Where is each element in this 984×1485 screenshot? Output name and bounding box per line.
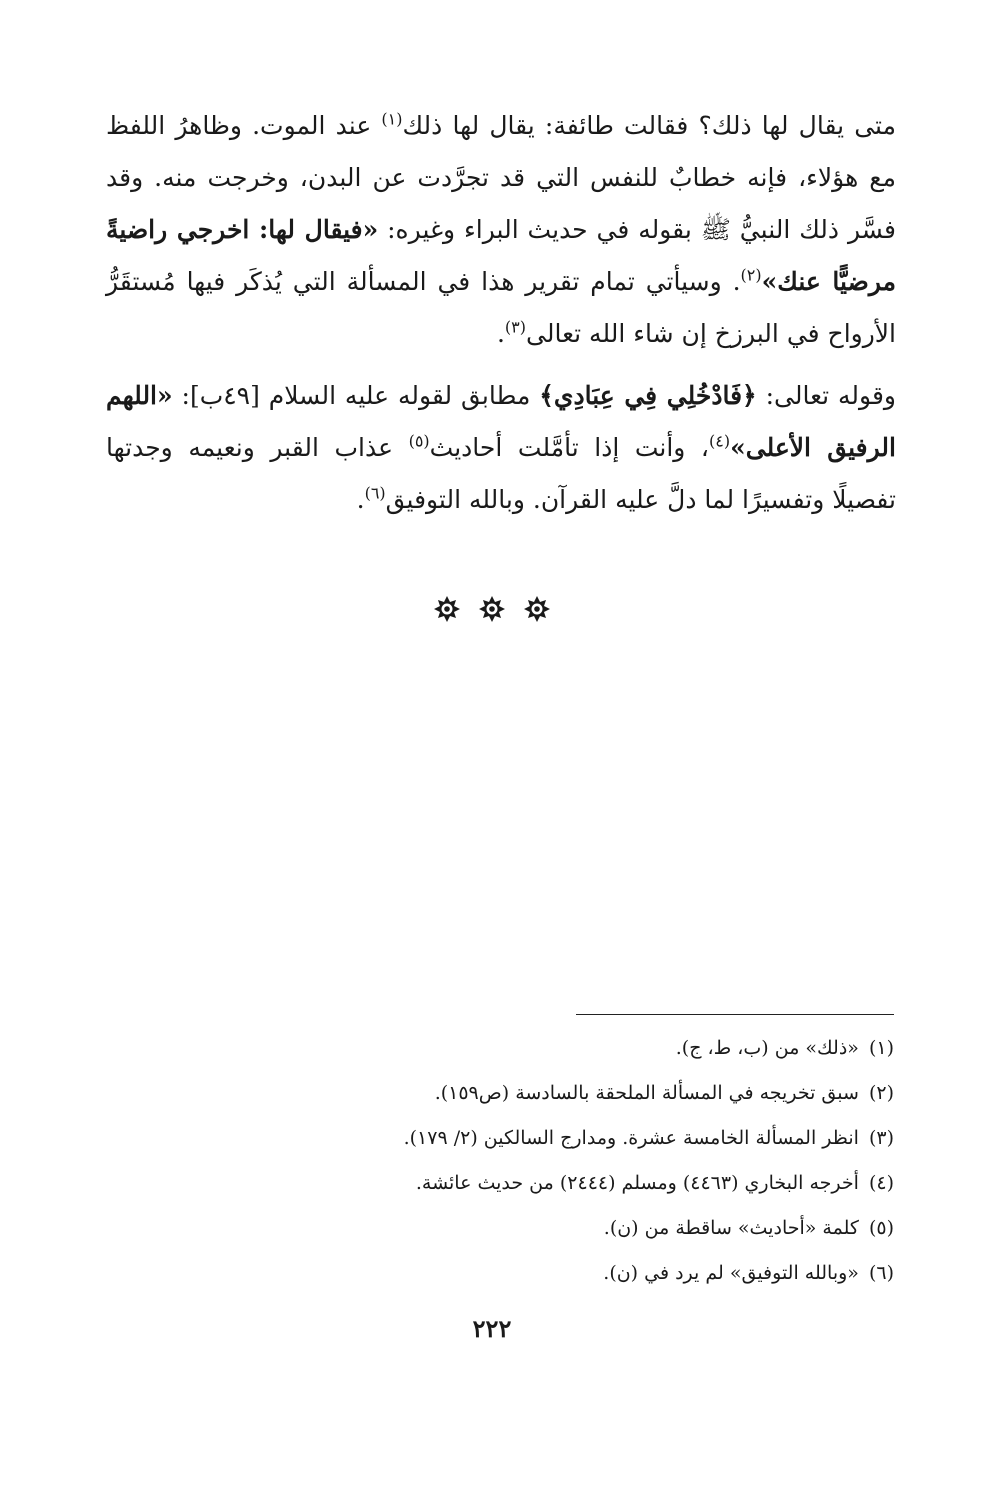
footnote-5 <box>150 1206 894 1251</box>
footnote-number: (٦) <box>868 1262 894 1284</box>
text-run: ، وأنت إذا تأمَّلت أحاديث <box>429 433 710 462</box>
footnote-number: (٥) <box>868 1217 894 1239</box>
text-run: . <box>356 485 365 514</box>
page-number: ٢٢٢ <box>472 1314 512 1343</box>
paragraph-2 <box>106 370 896 526</box>
text-run: متى يقال لها ذلك؟ فقالت طائفة: يقال لها ذلك <box>402 111 896 140</box>
text-run: . وسيأتي تمام تقرير هذا في المسألة التي يُذكَر فيها مُستقَرُّ الأرواح في البرزخ إن شاء الله تعالى <box>106 267 896 348</box>
ornament-icon <box>524 596 550 622</box>
text-run: . <box>496 319 505 348</box>
footnote-number: (٢) <box>868 1082 894 1104</box>
footnote-ref-2: (٢) <box>740 265 762 285</box>
footnote-text: «وبالله التوفيق» لم يرد في (ن). <box>603 1262 859 1284</box>
footnote-text: أخرجه البخاري (٤٤٦٣) ومسلم (٢٤٤٤) من حديث عائشة. <box>415 1172 859 1194</box>
footnote-number: (٤) <box>868 1172 894 1194</box>
footnotes <box>150 1026 894 1296</box>
text-run: مطابق لقوله عليه السلام [٤٩ب]: <box>172 381 540 410</box>
paragraph-1 <box>106 100 896 360</box>
footnote-1 <box>150 1026 894 1071</box>
footnote-3 <box>150 1116 894 1161</box>
footnote-number: (١) <box>868 1037 894 1059</box>
hadith-quote: «اللهم الرفيق الأعلى» <box>106 381 896 462</box>
footnote-text: سبق تخريجه في المسألة الملحقة بالسادسة (ص١٥٩). <box>434 1082 859 1104</box>
hadith-quote: «فيقال لها: اخرجي راضيةً مرضيًّا عنك» <box>106 215 897 296</box>
footnote-number: (٣) <box>868 1127 894 1149</box>
footnote-text: انظر المسألة الخامسة عشرة. ومدارج السالكين (٢/ ١٧٩). <box>403 1127 859 1149</box>
footnote-divider <box>576 1014 894 1015</box>
footnote-text: «ذلك» من (ب، ط، ج). <box>675 1037 859 1059</box>
footnote-ref-5: (٥) <box>408 431 430 451</box>
section-divider <box>0 596 984 626</box>
footnote-6 <box>150 1251 894 1296</box>
text-run: عذاب القبر ونعيمه وجدتها تفصيلًا وتفسيرًا لما دلَّ عليه القرآن. وبالله التوفيق <box>106 433 896 514</box>
footnote-ref-3: (٣) <box>504 317 527 337</box>
text-run: عند الموت. وظاهرُ اللفظ مع هؤلاء، فإنه خطابٌ للنفس التي قد تجرَّدت عن البدن، وخرجت منه. وقد فسَّر ذلك النبيُّ ﷺ بقوله في حديث البراء وغيره: <box>106 111 896 244</box>
quran-verse: ﴿فَادْخُلِي فِي عِبَادِي﴾ <box>539 381 757 410</box>
footnote-4 <box>150 1161 894 1206</box>
text-run: وقوله تعالى: <box>756 381 896 410</box>
footnote-ref-1: (١) <box>381 109 403 129</box>
footnote-ref-4: (٤) <box>709 431 731 451</box>
footnote-ref-6: (٦) <box>364 483 386 503</box>
footnote-text: كلمة «أحاديث» ساقطة من (ن). <box>603 1217 859 1239</box>
footnote-2 <box>150 1071 894 1116</box>
main-text <box>106 100 896 526</box>
ornament-icon <box>434 596 460 622</box>
ornament-icon <box>479 596 505 622</box>
